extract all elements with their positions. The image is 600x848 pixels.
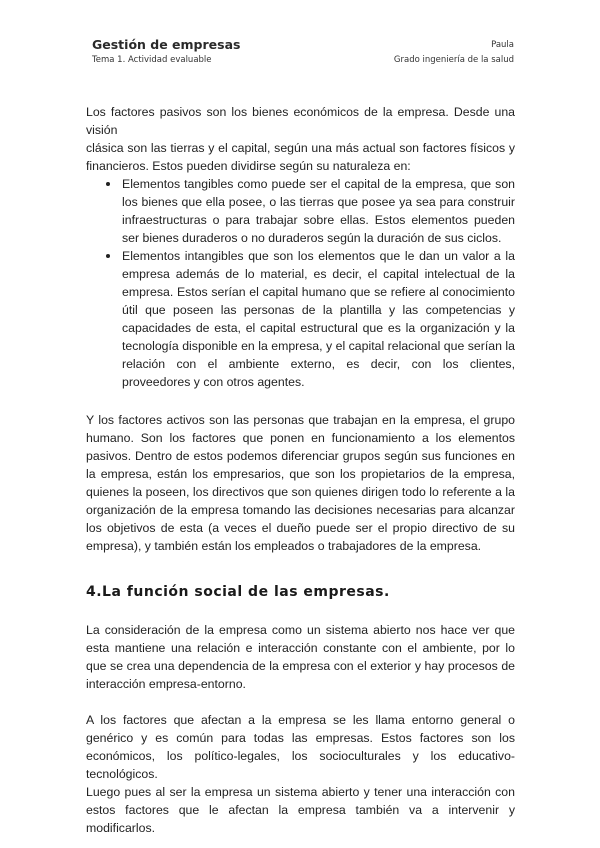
section-paragraph-1: La consideración de la empresa como un sistema abierto nos hace ver que esta mantiene una relación e interacción constante con el ambiente, por lo que se crea una dependencia de la empresa con el exterior y hay procesos de interacción empresa-entorno. (86, 623, 515, 691)
course-title: Gestión de empresas (92, 37, 241, 52)
author-name: Paula (491, 40, 514, 50)
list-item: Elementos tangibles como puede ser el capital de la empresa, que son los bienes que ella posee, o las tierras que posee ya sea para construir infraestructuras o para trabajar sobre ellas. Estos elementos pueden ser bienes duraderos o no duraderos según la duración de sus ciclos. (86, 175, 515, 247)
section-paragraph-2: A los factores que afectan a la empresa se les llama entorno general o genérico y es común para todas las empresas. Estos factores son los económicos, los político-legales, los socioculturales y los educativo-tecnológicos. (86, 713, 515, 781)
section-heading: 4.La función social de las empresas. (86, 584, 390, 600)
document-body (86, 103, 515, 837)
active-factors-paragraph: Y los factores activos son las personas que trabajan en la empresa, el grupo humano. Son los factores que ponen en funcionamiento a los elementos pasivos. Dentro de estos podemos diferenciar grupos según sus funciones en la empresa, están los empresarios, que son los propietarios de la empresa, quienes la poseen, los directivos que son quienes dirigen todo lo referente a la organización de la empresa tomando las decisiones necesarias para alcanzar los objetivos de esta (a veces el dueño puede ser el propio directivo de su empresa), y también están los empleados o trabajadores de la empresa. (86, 413, 515, 553)
list-item: Elementos intangibles que son los elementos que le dan un valor a la empresa además de lo material, es decir, el capital intelectual de la empresa. Estos serían el capital humano que se refiere al conocimiento útil que poseen las personas de la plantilla y las competencias y capacidades de esta, el capital estructural que es la organización y la tecnología disponible en la empresa, y el capital relacional que serían la relación con el ambiente externo, es decir, con los clientes, proveedores y con otros agentes. (86, 247, 515, 391)
factor-list (86, 175, 515, 391)
intro-line-2: clásica son las tierras y el capital, según una más actual son factores físicos y financieros. Estos pueden dividirse según su naturaleza en: (86, 141, 515, 173)
intro-paragraph (86, 103, 515, 175)
intro-line-1: Los factores pasivos son los bienes económicos de la empresa. Desde una visión (86, 105, 515, 137)
header-right (394, 37, 514, 67)
header-left (92, 37, 240, 67)
degree-name: Grado ingeniería de la salud (393, 55, 514, 65)
section-paragraph-3: Luego pues al ser la empresa un sistema abierto y tener una interacción con estos factores que le afectan la empresa también va a intervenir y modificarlos. (86, 785, 515, 835)
assignment-subtitle: Tema 1. Actividad evaluable (92, 55, 212, 65)
